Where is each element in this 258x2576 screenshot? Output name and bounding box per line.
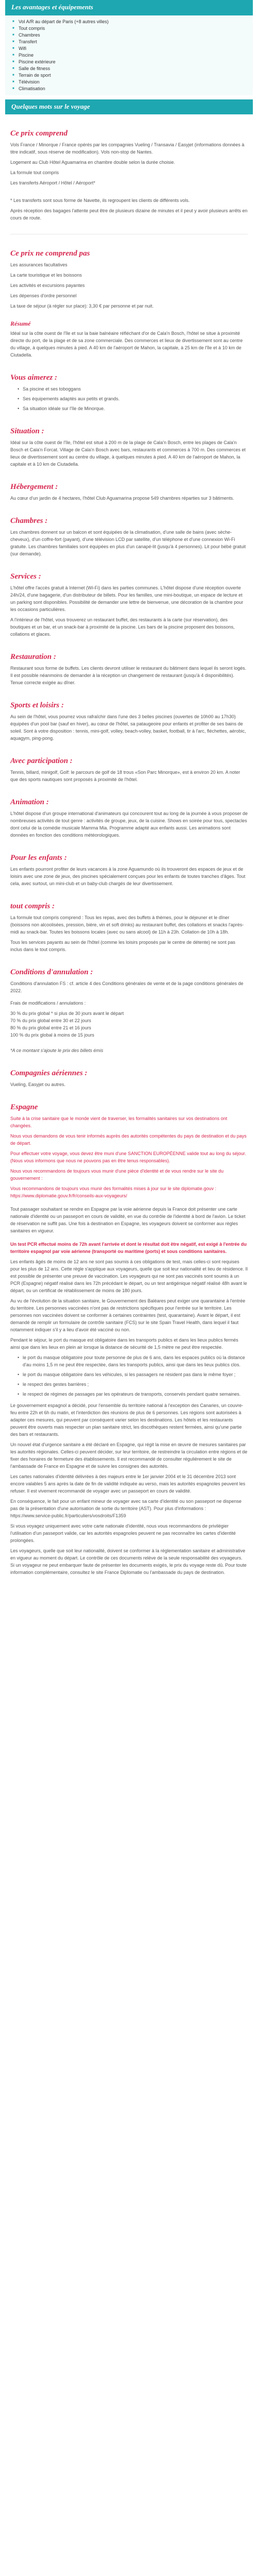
advantages-banner [5,0,253,15]
price-includes-text: Vols France / Minorque / France opérés par les compagnies Vueling / Transavia / Easyjet (informations données à titre indicatif, sous réserve de modification). Vols non-stop de Nantes. [10,142,245,155]
spain-text: Les voyageurs, quelle que soit leur nationalité, doivent se conformer à la réglementation sanitaire et administrative en vigueur au moment du départ. Le contrôle de ces documents relève de la seule responsabilité des voyageurs. Si un voyageur ne peut embarquer faute de présenter les documents exigés, le prix du voyage reste dû. Pour toute information complémentaire, consultez le site France Diplomatie ou l'ambassade du pays de destination. [10,1548,247,1575]
advantages-list-box [5,15,253,95]
transfer-note: * Les transferts sont sous forme de Navette, ils regroupent les clients de différents vols. [10,198,190,203]
spain-rules-list [23,1354,248,1398]
spain-text: Le gouvernement espagnol a décidé, pour l'ensemble du territoire national à l'exception des Canaries, un couvre-feu entre 22h et 6h du matin, et l'interdiction des réunions de plus de 6 personnes. Les régions sont autorisées à adapter ces mesures, qui peuvent par conséquent varier selon les destinations. Les hôtels et les restaurants peuvent être ouverts mais respecter un plan sanitaire strict, les discothèques restent fermées, ainsi qu'une partie des bars et restaurants. [10,1403,244,1437]
sports-heading: Sports et loisirs : [10,701,64,709]
list-item: • le respect des gestes barrières ; [23,1381,248,1388]
accommodation-heading: Hébergement : [10,483,58,491]
paid-activities-text: Tennis, billard, minigolf, Golf: le parcours de golf de 18 trous «Son Parc Minorque», est à environ 20 km. A noter que des sports nautiques sont proposés à proximité de l'hôtel. [10,770,240,782]
price-excludes-text: La taxe de séjour (à régler sur place): 3,30 € par personne et par nuit. [10,303,154,309]
kids-heading: Pour les enfants : [10,854,67,862]
price-excludes-text: Les dépenses d'ordre personnel [10,293,77,298]
spain-alert: Suite à la crise sanitaire que le monde vient de traverser, les formalités sanitaires sur vos destinations ont changées. [10,1116,228,1128]
spain-text: En conséquence, le fait pour un enfant mineur de voyager avec sa carte d'identité ou son passeport ne dispense pas de la présentation d'une autorisation de sortie du territoire (AST). Pour plus d'informations : https://www.service-public.fr/particuliers/vosdroits/F1359 [10,1499,242,1518]
summary-heading: Résumé [10,320,31,327]
sports-text: Au sein de l'hôtel, vous pourrez vous rafraîchir dans l'une des 3 belles piscines (ouvertes de 10h00 au 17h30) équipées d'un pool bar (sauf en hiver), au cœur de l'hôtel, sa pataugeoire pour enfants et profiter de ses bains de soleil. Sont à votre disposition : tennis, mini-golf, volley, beach-volley, basket, football, tir à l'arc, fléchettes, aérobic, aquagym, ping-pong. [10,714,246,741]
location-text: Idéal sur la côte ouest de l'île, l'hôtel est situé à 200 m de la plage de Cala'n Bosch, entre les plages de Cala'n Bosch et Cala'n Forcat. Village de Cala'n Bosch avec bars, restaurants et commerces à 700 m. Des commerces et lieux de divertissement sont au centre du village, à quelques minutes à pied. A 40 km de l'aéroport de Mahon, la capitale et à 10 km de Ciutadella. [10,440,246,467]
advantage-item: ■ Wifi [12,45,248,52]
rooms-text: Les chambres donnent sur un balcon et sont équipées de la climatisation, d'une salle de bains (avec sèche-cheveux), d'un coffre-fort (payant), d'une télévision LCD par satellite, d'un téléphone et d'une connexion Wi-Fi gratuite. Les chambres familiales sont équipées en plus d'un canapé-lit (jusqu'à 4 personnes). Lit pour bébé gratuit (sur demande). [10,530,246,556]
advantage-item: ■ Vol A/R au départ de Paris (+8 autres villes) [12,19,248,25]
services-text: A l'intérieur de l'hôtel, vous trouverez un restaurant buffet, des restaurants à la carte (sur réservation), des boutiques et un bar, et un snack-bar à proximité de la piscine. Les bars de la piscine proposent des boissons, collations et glaces. [10,617,235,637]
spain-alert: Pour effectuer votre voyage, vous devez être muni d'une SANCTION EUROPÉENNE valide tout au long du séjour. (Nous vous informons que nous ne pouvons pas en être tenus responsables). [10,1151,246,1163]
cancellation-fee-line: 30 % du prix global * si plus de 30 jours avant le départ [10,1011,124,1016]
cancellation-fee-line: 80 % du prix global entre 21 et 16 jours [10,1025,91,1030]
advantage-item: ■ Tout compris [12,25,248,32]
entertainment-text: L'hôtel dispose d'un groupe international d'animateurs qui concourent tout au long de la journée à vous proposer de nombreuses activités de tout genre : activités de groupe, jeux, de la cuisine. Shows en soirée pour tous, spectacles dont celui de la comédie musicale Mamma Mia. Programme adapté aux enfants aussi. Les animations sont données en fonction des conditions météorologiques. [10,811,248,838]
spain-heading: Espagne [10,1103,38,1111]
cancellation-fee-line: 100 % du prix global à moins de 15 jours [10,1032,94,1038]
advantage-item: ■ Climatisation [12,86,248,92]
price-includes-text: Logement au Club Hôtel Aguamarina en chambre double selon la durée choisie. [10,160,175,165]
cancellation-note: *A ce montant s'ajoute le prix des billets émis [10,1048,103,1053]
all-inclusive-heading: tout compris : [10,902,55,910]
dining-text: Restaurant sous forme de buffets. Les clients devront utiliser le restaurant du bâtiment dans lequel ils seront logés. Il est possible néanmoins de demander à la réception un changement de restaurant (jusqu'à 4 disponibilités). Tenue correcte exigée au dîner. [10,666,247,685]
transfer-note: Après réception des bagages l'attente peut être de plusieurs dizaine de minutes et il peut y avoir plusieurs arrêts en cours de route. [10,208,248,221]
price-includes-text: La formule tout compris [10,170,59,175]
accommodation-text: Au cœur d'un jardin de 4 hectares, l'hôtel Club Aguamarina propose 549 chambres réparties sur 3 bâtiments. [10,496,234,501]
dining-heading: Restauration : [10,653,56,661]
advantage-item: ■ Piscine extérieure [12,59,248,65]
price-includes-text [10,190,248,194]
spain-text: Tout passager souhaitant se rendre en Espagne par la voie aérienne depuis la France doit présenter une carte nationale d'identité ou un passeport en cours de validité, en vue du contrôle de l'identité à bord de l'avion. Le ticket de réservation ne suffit pas. Une fois à destination en Espagne, les voyageurs doivent se conformer aux règles sanitaires en vigueur. [10,1207,246,1233]
you-will-like-heading: Vous aimerez : [10,374,57,382]
list-item: • Ses équipements adaptés aux petits et grands. [23,395,248,402]
price-excludes-text: La carte touristique et les boissons [10,273,82,278]
airlines-text: Vueling, Easyjet ou autres. [10,1082,66,1087]
cancellation-fee-line: 70 % du prix global entre 30 et 22 jours [10,1018,91,1023]
cancellation-fee-line: Frais de modifications / annulations : [10,1001,86,1006]
spain-text: Pendant le séjour, le port du masque est obligatoire dans les transports publics et dans les lieux publics fermés ainsi que dans les lieux en plein air lorsque la distance de sécurité de 1,5 mètre ne peut être respectée. [10,1337,238,1350]
cancellation-text: Conditions d'annulation FS : cf. article 4 des Conditions générales de vente et de la page conditions générales de 2022. [10,981,244,993]
spain-text: Un nouvel état d'urgence sanitaire a été déclaré en Espagne, qui régit la mise en œuvre de mesures sanitaires par les autorités régionales. Celles-ci peuvent décider, sur leur territoire, de restreindre la circulation entre régions et de fixer des horaires de fermeture des établissements. Il est recommandé de consulter régulièrement le site de l'ambassade de France en Espagne et de suivre les consignes des autorités. [10,1442,248,1469]
location-heading: Situation : [10,427,44,435]
advantage-item: ■ Salle de fitness [12,65,248,72]
price-excludes-section [0,249,258,1576]
price-includes-text: Les transferts Aéroport / Hôtel / Aéroport* [10,180,95,185]
rooms-heading: Chambres : [10,517,48,525]
advantage-item: ■ Transfert [12,39,248,45]
list-item: • le port du masque obligatoire dans les véhicules, si les passagers ne résident pas dans le même foyer ; [23,1371,248,1378]
spain-alert-link[interactable]: Vous recommandons de toujours vous munir des formalités mises à jour sur le site diplomatie.gouv : https://www.diplomatie.gouv.fr/fr/conseils-aux-voyageurs/ [10,1186,217,1198]
advantage-item: ■ Télévision [12,79,248,86]
spain-alert: Nous vous recommandons de toujours vous munir d'une pièce d'identité et de vous rendre sur le site du gouvernement : [10,1168,224,1181]
spain-text: Si vous voyagez uniquement avec votre carte nationale d'identité, nous vous recommandons de privilégier l'utilisation d'un passeport valide, car les autorités espagnoles peuvent ne pas reconnaître les cartes d'identité prolongées. [10,1523,236,1543]
paid-activities-heading: Avec participation : [10,757,73,765]
spain-text: Les cartes nationales d'identité délivrées à des majeurs entre le 1er janvier 2004 et le 31 décembre 2013 sont encore valables 5 ans après la date de fin de validité indiquée au verso, mais les autorités espagnoles peuvent les refuser. Il est vivement recommandé de voyager avec un passeport en cours de validité. [10,1474,246,1494]
price-excludes-text: Les activités et excursions payantes [10,283,85,288]
advantages-banner-title: Les avantages et équipements [11,3,93,11]
advantage-item: ■ Chambres [12,32,248,39]
trip-info-banner-title: Quelques mots sur le voyage [11,103,90,110]
price-includes-heading: Ce prix comprend [10,129,68,138]
price-excludes-text: Les assurances facultatives [10,262,68,267]
spain-text: Au vu de l'évolution de la situation sanitaire, le Gouvernement des Baléares peut exiger une quarantaine à l'entrée du territoire. Les personnes vaccinées n'ont pas de restrictions spécifiques pour l'entrée sur le territoire. Les personnes non vaccinées doivent se conformer à certaines contraintes (test, quarantaine). Avant le départ, il est demandé de remplir un formulaire de contrôle sanitaire (FCS) sur le site Spain Travel Health, dans lequel il faut notamment indiquer s'il y a lieu d'avoir été vacciné ou non. [10,1298,246,1332]
services-heading: Services : [10,572,41,581]
kids-text: Les enfants pourront profiter de leurs vacances à la zone Aguamundo où ils trouveront des espaces de jeux et de loisirs avec une zone de jeux, des piscines spécialement conçues pour les enfants de toutes tranches d'âges. Tout cela, avec surtout, un mini-club et un baby-club chargés de leur divertissement. [10,867,246,886]
advantage-item: ■ Piscine [12,52,248,59]
entertainment-heading: Animation : [10,798,49,806]
spain-text: Les enfants âgés de moins de 12 ans ne sont pas soumis à ces obligations de test, mais celles-ci sont requises pour les plus de 12 ans. Cette règle s'applique aux voyageurs, quelle que soit leur nationalité et lieu de résidence. Il est possible de présenter une preuve de vaccination. Les voyageurs qui ne sont pas vaccinés sont soumis à un PCR (Espagne) négatif réalisé dans les 72h précédant le départ, ou un test antigénique négatif réalisé 48h avant le départ, ou un certificat de rétablissement de moins de 180 jours. [10,1259,248,1293]
price-excludes-heading: Ce prix ne comprend pas [10,249,90,258]
list-item: • le respect de régimes de passages par les opérateurs de transports, conservés pendant quatre semaines. [23,1391,248,1398]
summary-text: Idéal sur la côte ouest de l'île et sur la baie balnéaire réfléchant d'or de Cala'n Bosch, l'hôtel se situe à proximité directe du port, de la plage et de sa zone commerciale. Des commerces et lieux de divertissement sont au centre du village, à quelques minutes à pied. A 40 km de l'aéroport de Mahon, la capitale, à 25 km de l'île et à 10 km de Ciutadella. [10,331,243,358]
advantage-item: ■ Terrain de sport [12,72,248,79]
trip-details [0,129,258,222]
all-inclusive-text: Tous les services payants au sein de l'hôtel (comme les loisirs proposés par le centre de détente) ne sont pas inclus dans le tout compris. [10,940,235,952]
airlines-heading: Compagnies aériennes : [10,1069,88,1077]
list-item: • Sa piscine et ses toboggans [23,385,248,393]
services-text: L'hôtel offre l'accès gratuit à Internet (Wi-Fi) dans les parties communes. L'hôtel dispose d'une réception ouverte 24h/24, d'une bagagerie, d'un distributeur de billets. Pour les familles, une mini-boutique, un espace de lecture et un parking sont disponibles. Possibilité de demander une lettre de bienvenue, une décoration de la chambre pour les occasions particulières. [10,585,244,612]
trip-info-banner [5,99,253,114]
all-inclusive-text: La formule tout compris comprend : Tous les repas, avec des buffets à thèmes, pour le déjeuner et le dîner (boissons non alcoolisées, pression, bière, vin et soft drinks) au restaurant buffet, des collations et snacks l'après-midi au snack-bar. Toutes les boissons locales (avec ou sans alcool) de 11h à 23h. Collation de 10h à 18h. [10,915,244,935]
advantages-list [12,19,248,92]
cancellation-heading: Conditions d'annulation : [10,968,93,976]
spain-pcr-alert: Un test PCR effectué moins de 72h avant l'arrivée et dont le résultat doit être négatif, est exigé à l'entrée du territoire espagnol par voie aérienne (transporté ou maritime (ports) et sous conditions sanitaires. [10,1242,247,1254]
spain-alert: Nous vous demandons de vous tenir informés auprès des autorités compétentes du pays de destination et du pays de départ. [10,1133,247,1146]
list-item: • Sa situation idéale sur l'île de Minorque. [23,405,248,412]
you-will-like-list [23,385,248,412]
list-item: • le port du masque obligatoire pour toute personne de plus de 6 ans, dans les espaces publics où la distance d'au moins 1,5 m ne peut être respectée, dans les transports publics, ainsi que dans les lieux publics clos. [23,1354,248,1368]
